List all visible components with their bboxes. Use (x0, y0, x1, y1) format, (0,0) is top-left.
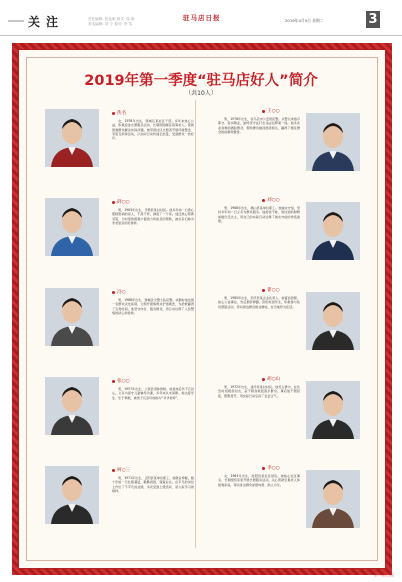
portrait-photo (45, 288, 99, 346)
person-name-text: 翟○○ (267, 288, 280, 293)
editor-meta-line: 责任编辑: 张远明 版式: 周 丽 (88, 17, 135, 21)
bullet-icon (112, 469, 115, 472)
bullet-icon (262, 289, 265, 292)
bullet-icon (262, 199, 265, 202)
person-name-text: 胡○山 (267, 377, 281, 382)
person-name (262, 108, 280, 114)
person-bio: 男，1976年出生，驻马店市公安局民警。从警以来恪尽职守、爱岗敬业，始终坚守在打击违法犯罪第一线。他多次舍身救助遇险群众，帮助群众挽回经济损失，赢得了辖区群众的信赖和赞誉。 (218, 117, 300, 134)
person-bio: 男，1957年出生，上蔡县退休教师。他退休后仍不忘初心，义务为留守儿童辅导功课，多年来从未间断。他关爱学生、乐于奉献，被孩子们亲切地称为“爷爷老师”。 (112, 387, 194, 400)
masthead: 驻马店日报 (183, 14, 221, 22)
bullet-icon (112, 112, 115, 115)
person-name-text: 王○○ (267, 109, 280, 114)
person-name-text: 佚名 (117, 111, 127, 116)
portrait-photo (45, 466, 99, 524)
person-name (112, 110, 126, 116)
section-dash (8, 20, 24, 22)
person-bio: 男，1972年出生，遂平县某村村民。他见义勇为，在危急时刻挺身而出，奋不顾身救起落水群众。事后他不图回报，默默离开，用实际行动弘扬了社会正气。 (218, 385, 300, 398)
person-bio: 男，1985年出生，西平县某企业负责人。他富而思源，热心公益事业，先后捐资修路、资助贫困学生，积极参与扶贫帮困活动，带动周边群众就业增收，在当地传为佳话。 (218, 296, 300, 309)
person-name (262, 376, 280, 382)
header-rule (0, 35, 402, 36)
person-name (112, 378, 130, 384)
date-line: 2019年4月9日 星期二 (285, 18, 324, 23)
bullet-icon (112, 291, 115, 294)
person-name (112, 467, 130, 473)
person-name-text: 李○○ (267, 466, 280, 471)
person-name-text: 张○○ (117, 379, 130, 384)
person-bio: 女，1963年出生，泌阳县某社区居民。她热心社区事务，长期组织邻里开展志愿服务活动，关心帮助空巢老人和困难家庭，带动身边群众崇德向善、助人为乐。 (218, 474, 300, 487)
portrait-photo (306, 113, 360, 171)
person-name (262, 465, 280, 471)
bullet-icon (262, 467, 265, 470)
editor-meta (88, 17, 158, 27)
portrait-photo (45, 109, 99, 167)
person-bio: 男，1968年出生，确山县某单位职工。他诚实守信，坚持多年如一日义务为群众服务。他拾金不昧，将捡到的财物如数归还失主，用自己的实际行动诠释了诚实守信的传统美德。 (218, 206, 300, 223)
person-name-text: 刘○○ (267, 198, 280, 203)
bullet-icon (262, 110, 265, 113)
editor-meta-line: 美术编辑: 刘 宁 校对: 李 雪 (88, 22, 133, 26)
person-name (112, 289, 126, 295)
bullet-icon (262, 378, 265, 381)
person-name (262, 287, 280, 293)
person-bio: 男，1971年出生，正阳县某单位职工。他敬业奉献，数十年如一日扎根基层，勤勤恳恳，兢兢业业，在平凡的岗位上作出了不平凡的业绩，多次受到上级表彰，是大家学习的榜样。 (112, 476, 194, 493)
person-name-text: 冯○ (117, 290, 126, 295)
portrait-photo (45, 198, 99, 256)
bullet-icon (112, 201, 115, 204)
person-bio: 男，1988年出生，驿城区交警大队民警。执勤时他发现一名群众突发疾病，立即开展施救并护送就医，为抢救赢得了宝贵时间。他坚守岗位、服务群众，用行动诠释了人民警察的初心和使命。 (112, 298, 194, 315)
person-name (262, 197, 280, 203)
person-name-text: 柯○三 (117, 468, 131, 473)
watermark-text: 驻马店日报 (374, 572, 394, 577)
column-divider (195, 100, 196, 548)
page-number: 3 (366, 11, 380, 28)
section-title: 关注 (28, 15, 65, 29)
feature-title: 2019年第一季度“驻马店好人”简介 (84, 73, 318, 89)
portrait-photo (306, 292, 360, 350)
person-name (112, 199, 130, 205)
bullet-icon (112, 380, 115, 383)
portrait-photo (306, 381, 360, 439)
portrait-photo (306, 470, 360, 528)
person-bio: 男，1963年出生，平舆县某村村民。他多年如一日悉心照顾患病的家人，不离不弃，撑起了一个家。他还热心帮助邻里，为村里的困难户提供力所能及的帮助，被乡亲们称为孝老爱亲的好榜样。 (112, 208, 194, 225)
feature-subtitle: （共10人） (185, 90, 217, 97)
person-name-text: 薛○○ (117, 200, 130, 205)
portrait-photo (45, 377, 99, 435)
portrait-photo (306, 202, 360, 260)
person-bio: 女，1978年出生，驿城区某社区干部。多年来热心公益，积极投身志愿服务活动，长期照顾辖区孤寡老人，帮助困难群众解决实际问题。她带领社区志愿者开展环境整治、邻里互助等活动，以实际行动传递正能量，受到群众一致好评。 (112, 119, 194, 141)
